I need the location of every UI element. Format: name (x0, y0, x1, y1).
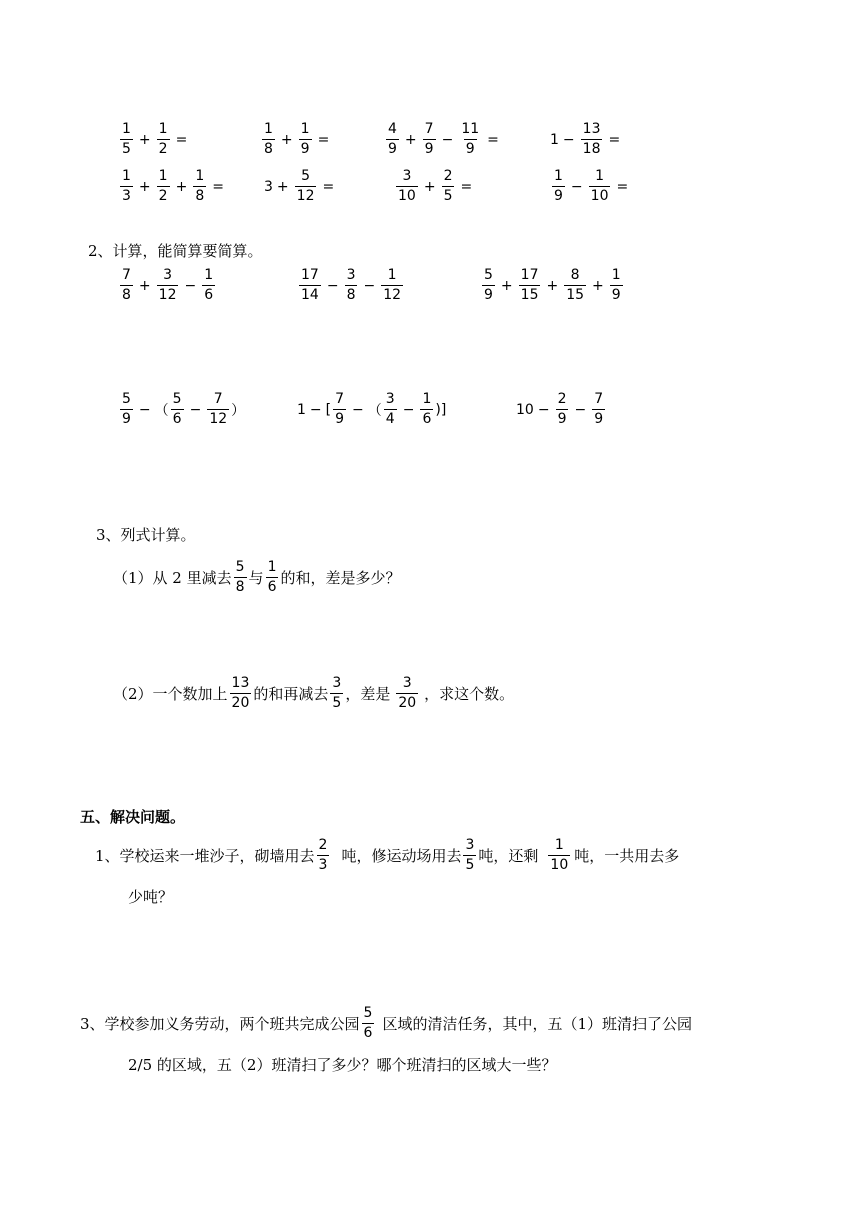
problem-3-line-2: 2/5 的区域，五（2）班清扫了多少？哪个班清扫的区域大一些？ (128, 1056, 557, 1074)
fraction: $\frac{5}{6}$ (172, 391, 182, 427)
fraction: $\frac{4}{9}$ (388, 121, 397, 157)
calc-1: $\frac{7}{8}$ + $\frac{3}{12}$ − $\frac{1}{6}$ (122, 267, 214, 303)
expr-2-1: $\frac{1}{3}$ + $\frac{1}{2}$ + $\frac{1}{8}$ = (122, 168, 224, 204)
expr-1-4: 1 − $\frac{13}{18}$ = (550, 121, 621, 157)
calc-5: 1 − [ $\frac{7}{9}$ − （ $\frac{3}{4}$ − $\frac{1}{6}$ )] (297, 391, 447, 427)
fraction: $\frac{1}{2}$ (158, 121, 168, 157)
fraction: $\frac{2}{3}$ (318, 837, 328, 873)
fraction: $\frac{13}{18}$ (582, 121, 601, 157)
fraction: $\frac{5}{12}$ (296, 168, 315, 204)
fraction: $\frac{3}{5}$ (332, 675, 342, 711)
fraction: $\frac{1}{9}$ (554, 168, 563, 204)
fraction: $\frac{1}{9}$ (300, 121, 310, 157)
fraction: $\frac{17}{15}$ (520, 267, 539, 303)
calc-4: $\frac{5}{9}$ − （ $\frac{5}{6}$ − $\frac{7}{12}$ ） (122, 391, 246, 427)
fraction: $\frac{1}{6}$ (422, 391, 432, 427)
calc-3: $\frac{5}{9}$ + $\frac{17}{15}$ + $\frac{8}{15}$ + $\frac{1}{9}$ (484, 267, 621, 303)
question-2: （2）一个数加上 $\frac{13}{20}$ 的和再减去 $\frac{3}{5}$ ，差是 $\frac{3}{20}$ ，求这个数。 (113, 675, 515, 711)
fraction: $\frac{1}{6}$ (267, 559, 277, 595)
fraction: $\frac{3}{12}$ (158, 267, 177, 303)
calc-2: $\frac{17}{14}$ − $\frac{3}{8}$ − $\frac{1}{12}$ (301, 267, 402, 303)
fraction: $\frac{7}{9}$ (335, 391, 345, 427)
fraction: $\frac{2}{5}$ (443, 168, 453, 204)
fraction: $\frac{1}{2}$ (158, 168, 168, 204)
expr-1-2: $\frac{1}{8}$ + $\frac{1}{9}$ = (264, 121, 330, 157)
fraction: $\frac{1}{3}$ (122, 168, 131, 204)
question-1: （1）从 2 里减去 $\frac{5}{8}$ 与 $\frac{1}{6}$ 的和，差是多少？ (113, 559, 401, 595)
section-2-title: 2、计算，能简算要简算。 (88, 242, 263, 260)
fraction: $\frac{11}{9}$ (461, 121, 480, 157)
fraction: $\frac{8}{15}$ (566, 267, 585, 303)
problem-3: 3、学校参加义务劳动，两个班共完成公园 $\frac{5}{6}$ 区域的清洁任务，其中，五（1）班清扫了公园 (80, 1005, 693, 1041)
fraction: $\frac{5}{6}$ (363, 1005, 373, 1041)
fraction: $\frac{7}{12}$ (209, 391, 228, 427)
expr-2-3: $\frac{3}{10}$ + $\frac{2}{5}$ = (398, 168, 473, 204)
fraction: $\frac{1}{5}$ (122, 121, 131, 157)
fraction: $\frac{3}{10}$ (398, 168, 416, 204)
fraction: $\frac{1}{8}$ (264, 121, 273, 157)
fraction: $\frac{5}{9}$ (484, 267, 493, 303)
fraction: $\frac{3}{4}$ (385, 391, 395, 427)
fraction: $\frac{1}{9}$ (611, 267, 621, 303)
section-5-title: 五、解决问题。 (80, 808, 186, 826)
expr-1-3: $\frac{4}{9}$ + $\frac{7}{9}$ − $\frac{11}{9}$ = (388, 121, 499, 157)
fraction: $\frac{3}{8}$ (346, 267, 356, 303)
problem-1-line-2: 少吨？ (128, 888, 174, 906)
problem-1: 1、学校运来一堆沙子，砌墙用去 $\frac{2}{3}$ 吨，修运动场用去 $\frac{3}{5}$ 吨，还剩 $\frac{1}{10}$ 吨，一共用去多 (95, 837, 680, 873)
fraction: $\frac{7}{9}$ (594, 391, 604, 427)
fraction: $\frac{17}{14}$ (301, 267, 319, 303)
fraction: $\frac{5}{9}$ (122, 391, 131, 427)
fraction: $\frac{3}{5}$ (465, 837, 475, 873)
section-3-title: 3、列式计算。 (96, 526, 196, 544)
fraction: $\frac{1}{10}$ (550, 837, 569, 873)
expr-2-4: $\frac{1}{9}$ − $\frac{1}{10}$ = (554, 168, 629, 204)
fraction: $\frac{7}{8}$ (122, 267, 131, 303)
fraction: $\frac{5}{8}$ (235, 559, 245, 595)
expr-2-2: 3 + $\frac{5}{12}$ = (264, 168, 335, 204)
fraction: $\frac{1}{10}$ (590, 168, 609, 204)
fraction: $\frac{13}{20}$ (231, 675, 250, 711)
fraction: $\frac{2}{9}$ (557, 391, 567, 427)
fraction: $\frac{1}{12}$ (383, 267, 402, 303)
fraction: $\frac{1}{8}$ (195, 168, 205, 204)
fraction: $\frac{3}{20}$ (398, 675, 417, 711)
fraction: $\frac{7}{9}$ (424, 121, 434, 157)
calc-6: 10 − $\frac{2}{9}$ − $\frac{7}{9}$ (516, 391, 604, 427)
expr-1-1: $\frac{1}{5}$ + $\frac{1}{2}$ = (122, 121, 188, 157)
fraction: $\frac{1}{6}$ (204, 267, 214, 303)
